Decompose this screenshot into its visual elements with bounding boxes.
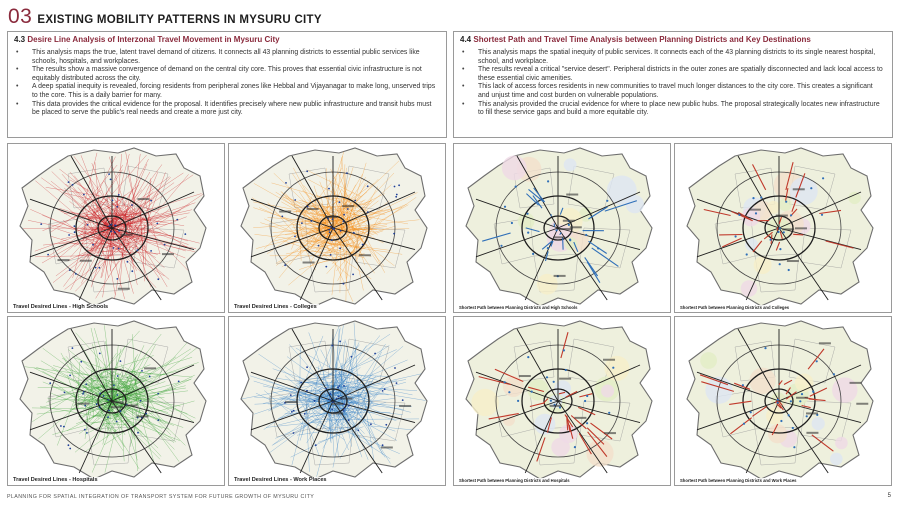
footer-text: PLANNING FOR SPATIAL INTEGRATION OF TRANSPORT SYSTEM FOR FUTURE GROWTH OF MYSURU CITY [7,494,315,500]
map-graphic [675,317,892,486]
place-label-mark [57,259,69,261]
place-label-mark [279,211,291,213]
bullet-list [14,49,440,118]
map-graphic [454,144,671,313]
map-shortest-path-high-schools [453,143,671,313]
place-label-mark [111,406,123,408]
place-label-mark [603,359,615,361]
map-caption: Shortest Path between Planning Districts and Work Places [680,478,797,483]
map-graphic [675,144,892,313]
bullet-item: • The results show a massive convergence of demand on the central city core. This proves that essential civic infrastructure is not equitably distributed across the city. [14,66,440,83]
map-caption: Shortest Path between Planning Districts and Colleges [680,305,790,310]
bullet-item: • This analysis maps the spatial inequity of public services. It connects each of the 43 planning districts to its single nearest hospital, school, and workplace. [460,49,886,66]
place-label-mark [118,288,130,290]
place-label-mark [604,432,616,434]
place-label-mark [570,226,582,228]
section-heading-title: Desire Line Analysis of Interzonal Travel Movement in Mysuru City [27,35,280,44]
place-label-mark [137,415,149,417]
place-label-mark [806,432,818,434]
place-label-mark [574,417,586,419]
place-label-mark [856,403,868,405]
map-graphic [229,317,446,486]
place-label-mark [819,342,831,344]
place-label-mark [399,405,411,407]
place-label-mark [566,194,578,196]
place-label-mark [554,275,566,277]
bullet-item: • This analysis maps the true, latent travel demand of citizens. It connects all 43 planning districts to essential public services like schools, hospitals, and workplaces. [14,49,440,66]
map-shortest-path-work-places [674,316,892,486]
map-shortest-path-colleges [674,143,892,313]
map-desire-colleges [228,143,446,313]
map-caption: Travel Desired Lines - Hospitals [13,477,98,483]
bullet-item: • This data provides the critical evidence for the proposal. It identifies precisely where new public infrastructure and transit hubs must be placed to serve the public's real needs and create a more just city. [14,101,440,118]
map-shortest-path-hospitals [453,316,671,486]
place-label-mark [331,412,343,414]
map-caption: Shortest Path between Planning Districts and Hospitals [459,478,570,483]
page-title: EXISTING MOBILITY PATTERNS IN MYSURU CITY [37,14,322,26]
map-graphic [8,317,225,486]
place-label-mark [749,209,761,211]
place-label-mark [121,234,133,236]
place-label-mark [285,401,297,403]
place-label-mark [325,216,337,218]
place-label-mark [77,403,89,405]
place-label-mark [303,262,315,264]
place-label-mark [144,367,156,369]
section-heading-number: 4.4 [460,35,472,44]
place-label-mark [80,260,92,262]
place-label-mark [795,227,807,229]
place-label-mark [359,254,371,256]
place-label-mark [806,412,818,414]
page-number: 5 [887,493,891,499]
section-heading-title: Shortest Path and Travel Time Analysis between Planning Districts and Key Destinations [473,35,811,44]
section-heading [460,34,886,45]
map-graphic [454,317,671,486]
map-caption: Travel Desired Lines - Colleges [234,304,317,310]
map-desire-work-places [228,316,446,486]
page-header [8,6,322,28]
place-label-mark [560,228,572,230]
bullet-item: • A deep spatial inequity is revealed, forcing residents from peripheral zones like Hebbal and Vijayanagar to make long, unserved trips to the core. This is a daily barrier for many. [14,83,440,100]
map-graphic [8,144,225,313]
place-label-mark [793,188,805,190]
map-caption: Travel Desired Lines - Work Places [234,477,327,483]
section-number: 03 [8,5,33,28]
map-desire-high-schools [7,143,225,313]
place-label-mark [782,228,794,230]
map-caption: Travel Desired Lines - High Schools [13,304,109,310]
shortest-path-analysis-box [453,31,893,138]
place-label-mark [796,397,808,399]
place-label-mark [331,403,343,405]
bullet-item: • This lack of access forces residents in new communities to travel much longer distances to the city core. This creates a significant and unjust time and cost burden on vulnerable populations. [460,83,886,100]
desire-line-analysis-box [7,31,447,138]
place-label-mark [125,404,137,406]
section-heading-number: 4.3 [14,35,26,44]
place-label-mark [307,208,319,210]
place-label-mark [137,198,149,200]
place-label-mark [342,205,354,207]
map-graphic [229,144,446,313]
place-label-mark [340,398,352,400]
place-label-mark [162,253,174,255]
map-caption: Shortest Path between Planning Districts and High Schools [459,305,578,310]
bullet-item: • This analysis provided the crucial evidence for where to place new public hubs. The proposal strategically locates new infrastructure to fill these service gaps and build a more equitable city. [460,101,886,118]
place-label-mark [519,375,531,377]
place-label-mark [563,220,575,222]
bullet-item: • The results reveal a critical "service desert". Peripheral districts in the outer zones are spatially disconnected and lack local access to these essential civic amenities. [460,66,886,83]
place-label-mark [559,378,571,380]
place-label-mark [776,215,788,217]
place-label-mark [381,446,393,448]
place-label-mark [787,260,799,262]
place-label-mark [850,382,862,384]
section-heading [14,34,440,45]
place-label-mark [550,405,562,407]
place-label-mark [112,401,124,403]
bullet-list [460,49,886,118]
map-desire-hospitals [7,316,225,486]
place-label-mark [553,236,565,238]
